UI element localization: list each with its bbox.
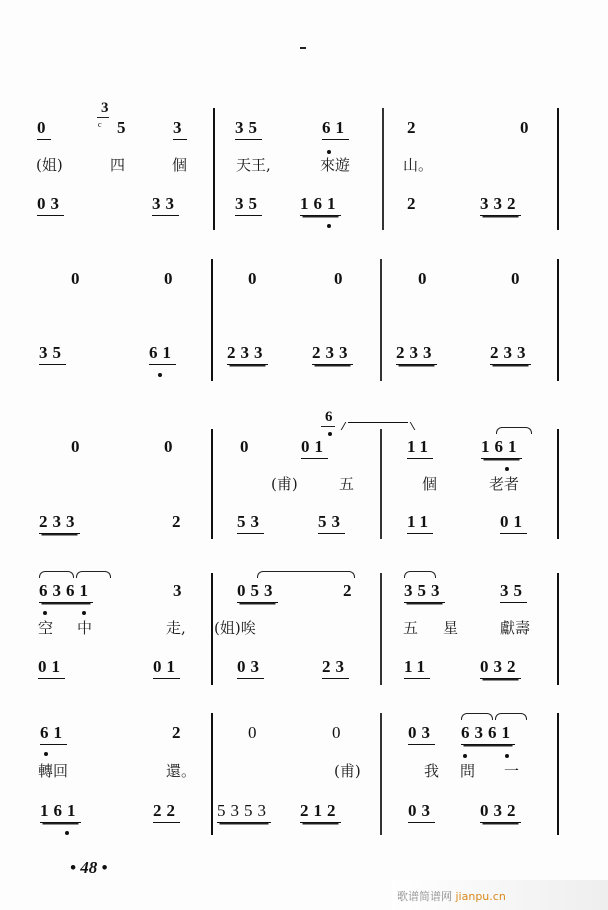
note: 22 (153, 801, 180, 823)
lyric: 星 (443, 619, 459, 637)
lyric: 山。 (403, 156, 434, 174)
note: 2 (407, 118, 421, 137)
watermark-url[interactable]: jianpu.cn (455, 890, 506, 903)
note: 0 (332, 723, 346, 742)
lyric: 獻壽 (500, 619, 531, 637)
bar-line (213, 108, 215, 230)
note: 0 (37, 118, 51, 140)
lyric: 中 (77, 619, 93, 637)
note: 61 (40, 723, 67, 745)
score-system-1 (0, 100, 608, 240)
note: 053 (237, 581, 278, 603)
note: 33 (152, 194, 179, 216)
bar-line (380, 429, 382, 539)
grace-note: 6 (325, 409, 333, 425)
slur (495, 713, 527, 720)
score-system-5 (0, 705, 608, 835)
note: 35 (500, 581, 527, 603)
grace-underline (321, 426, 335, 427)
slur (461, 713, 493, 720)
lyric: 天王, (236, 156, 271, 174)
note: 35 (39, 343, 66, 365)
lyric: 五 (403, 619, 419, 637)
lyric: 一 (504, 762, 520, 780)
bar-line (557, 108, 559, 230)
note: 032 (480, 657, 521, 679)
note: 53 (318, 512, 345, 534)
note: 5353 (217, 801, 271, 823)
low-octave-dot (463, 754, 467, 758)
low-octave-dot (65, 831, 69, 835)
lyric: (姐)唉 (214, 619, 256, 637)
low-octave-dot (505, 467, 509, 471)
note: 11 (407, 512, 433, 534)
note: 3 (173, 581, 187, 600)
note: 0 (164, 269, 178, 288)
note: 6361 (39, 581, 93, 603)
note: 233 (490, 343, 531, 365)
low-octave-dot (505, 754, 509, 758)
bar-line (380, 259, 382, 381)
phrase-bracket (348, 422, 408, 431)
note: 61 (322, 118, 349, 140)
note: 332 (480, 194, 521, 216)
bar-line (380, 713, 382, 835)
note: 01 (38, 657, 65, 679)
note: 0 (71, 269, 85, 288)
note: 161 (40, 801, 81, 823)
note: 03 (237, 657, 264, 679)
note: 03 (408, 801, 435, 823)
note: 03 (37, 194, 64, 216)
note: 01 (153, 657, 180, 679)
note: 0 (520, 118, 534, 137)
note: 233 (227, 343, 268, 365)
note: 0 (71, 437, 85, 456)
note: 212 (300, 801, 341, 823)
note: 2 (407, 194, 421, 213)
bar-line (380, 573, 382, 685)
watermark-site-name: 歌谱简谱网 (397, 890, 452, 903)
lyric: 來遊 (320, 156, 351, 174)
note: 0 (511, 269, 525, 288)
note: 5 (117, 118, 131, 137)
lyric: 轉回 (38, 762, 69, 780)
slur (76, 571, 111, 578)
note: 53 (237, 512, 264, 534)
lyric: (甫) (334, 762, 361, 780)
lyric: 五 (339, 475, 355, 493)
note: 233 (396, 343, 437, 365)
note: 03 (408, 723, 435, 745)
low-octave-dot (44, 752, 48, 756)
lyric: 個 (172, 156, 188, 174)
note: 23 (322, 657, 349, 679)
note: 01 (301, 437, 328, 459)
note: 6361 (461, 723, 515, 745)
bar-line (211, 259, 213, 381)
bar-line (557, 713, 559, 835)
slur (39, 571, 74, 578)
low-octave-dot (327, 150, 331, 154)
note: 0 (240, 437, 254, 456)
note: 11 (407, 437, 433, 459)
score-system-4 (0, 565, 608, 690)
slur (257, 571, 355, 578)
bar-line (211, 573, 213, 685)
note: 161 (481, 437, 522, 459)
note: 0 (334, 269, 348, 288)
note: 01 (500, 512, 527, 534)
note: 2 (172, 512, 186, 531)
note: 61 (149, 343, 176, 365)
watermark[interactable] (397, 888, 506, 904)
note: 353 (404, 581, 445, 603)
lyric: 我 (424, 762, 440, 780)
lyric: 問 (460, 762, 476, 780)
low-octave-dot (82, 611, 86, 615)
lyric: 走, (166, 619, 186, 637)
lyric: 四 (110, 156, 126, 174)
lyric: 老者 (489, 475, 520, 493)
lyric: 個 (422, 475, 438, 493)
bar-line (557, 573, 559, 685)
note: 0 (248, 723, 262, 742)
low-octave-dot (43, 611, 47, 615)
score-system-2 (0, 255, 608, 385)
lyric: 空 (38, 619, 54, 637)
note: 3 (173, 118, 187, 140)
grace-note: 3 (101, 100, 109, 116)
page-number: • 48 • (70, 858, 108, 877)
bar-line (211, 429, 213, 539)
note: 35 (235, 194, 262, 216)
note: 2 (172, 723, 186, 742)
lyric: 還。 (166, 762, 197, 780)
note: 161 (300, 194, 341, 216)
note: 233 (312, 343, 353, 365)
note: 11 (404, 657, 430, 679)
lyric: (甫) (271, 475, 298, 493)
note: 0 (164, 437, 178, 456)
bar-line (382, 108, 384, 230)
low-octave-dot (158, 373, 162, 377)
slur (496, 427, 532, 434)
note: 2 (343, 581, 357, 600)
print-speck (300, 47, 306, 49)
high-octave-dot (328, 432, 332, 436)
note: 032 (480, 801, 521, 823)
note: 35 (235, 118, 262, 140)
note: 0 (418, 269, 432, 288)
note: 0 (248, 269, 262, 288)
low-octave-dot (327, 224, 331, 228)
lyric: (姐) (36, 156, 63, 174)
note: 233 (39, 512, 80, 534)
bar-line (557, 259, 559, 381)
bar-line (211, 713, 213, 835)
score-system-3 (0, 405, 608, 540)
slur (404, 571, 436, 578)
grace-curl-icon: ᶜ (98, 120, 107, 135)
bar-line (557, 429, 559, 539)
